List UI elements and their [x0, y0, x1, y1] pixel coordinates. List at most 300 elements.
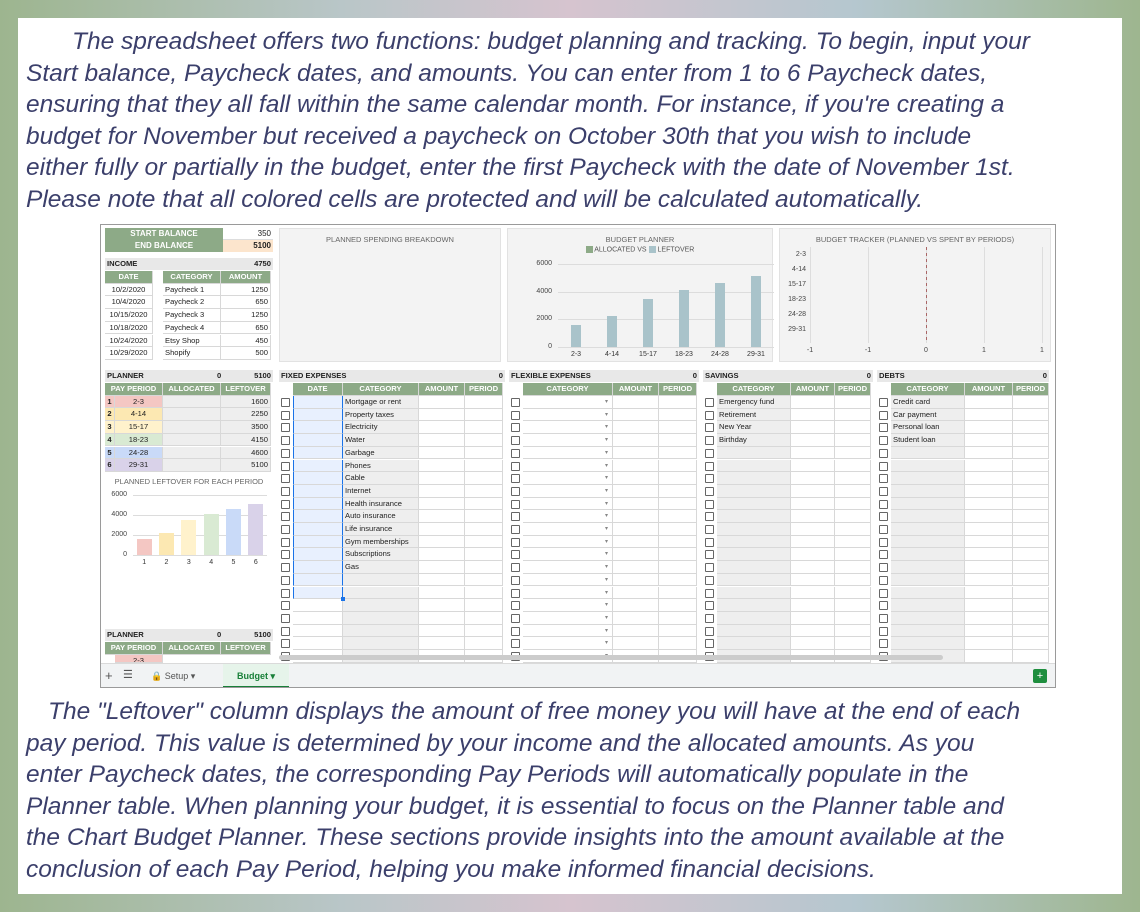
- savings-cell[interactable]: [835, 637, 871, 650]
- flexible-cell[interactable]: [659, 612, 697, 625]
- savings-cell[interactable]: [835, 409, 871, 422]
- savings-cell[interactable]: [717, 485, 791, 498]
- fixed-cell[interactable]: [465, 434, 503, 447]
- savings-cell[interactable]: [835, 460, 871, 473]
- income-cell[interactable]: Paycheck 3: [163, 309, 221, 322]
- fixed-cell[interactable]: [293, 498, 343, 511]
- checkbox[interactable]: [281, 436, 290, 445]
- explore-icon[interactable]: +: [1033, 669, 1047, 683]
- debts-cell[interactable]: Credit card: [891, 396, 965, 409]
- savings-cell[interactable]: [791, 460, 835, 473]
- income-cell[interactable]: 10/29/2020: [105, 347, 153, 360]
- savings-cell[interactable]: [791, 523, 835, 536]
- horizontal-scrollbar[interactable]: [279, 655, 943, 660]
- income-cell[interactable]: Paycheck 1: [163, 284, 221, 297]
- fixed-cell[interactable]: [293, 625, 343, 638]
- checkbox[interactable]: [511, 436, 520, 445]
- checkbox[interactable]: [705, 449, 714, 458]
- savings-cell[interactable]: [717, 536, 791, 549]
- flexible-cell[interactable]: [613, 434, 659, 447]
- debts-cell[interactable]: [891, 548, 965, 561]
- fixed-cell[interactable]: [343, 625, 419, 638]
- income-cell[interactable]: 1250: [221, 309, 271, 322]
- checkbox[interactable]: [281, 589, 290, 598]
- debts-cell[interactable]: [1013, 650, 1049, 663]
- flexible-cell[interactable]: [613, 485, 659, 498]
- fixed-cell[interactable]: [419, 447, 465, 460]
- debts-cell[interactable]: [965, 599, 1013, 612]
- checkbox[interactable]: [705, 398, 714, 407]
- debts-cell[interactable]: [891, 637, 965, 650]
- debts-cell[interactable]: [965, 447, 1013, 460]
- fixed-cell[interactable]: Garbage: [343, 447, 419, 460]
- fixed-cell[interactable]: Internet: [343, 485, 419, 498]
- income-cell[interactable]: 450: [221, 335, 271, 348]
- flexible-cell[interactable]: [613, 396, 659, 409]
- savings-cell[interactable]: Birthday: [717, 434, 791, 447]
- dropdown-arrow-icon[interactable]: ▾: [605, 640, 609, 647]
- flexible-cell[interactable]: [613, 536, 659, 549]
- flexible-cell[interactable]: [613, 587, 659, 600]
- flexible-cell[interactable]: [523, 472, 613, 485]
- checkbox[interactable]: [281, 474, 290, 483]
- checkbox[interactable]: [879, 487, 888, 496]
- income-cell[interactable]: 10/18/2020: [105, 322, 153, 335]
- checkbox[interactable]: [879, 512, 888, 521]
- fixed-cell[interactable]: [293, 409, 343, 422]
- flexible-cell[interactable]: [523, 587, 613, 600]
- fixed-cell[interactable]: [419, 498, 465, 511]
- debts-cell[interactable]: [965, 536, 1013, 549]
- debts-cell[interactable]: [965, 523, 1013, 536]
- fixed-cell[interactable]: [419, 561, 465, 574]
- debts-cell[interactable]: [965, 396, 1013, 409]
- budget-tracker-chart[interactable]: [779, 228, 1051, 362]
- fixed-cell[interactable]: [293, 637, 343, 650]
- fixed-cell[interactable]: [293, 612, 343, 625]
- savings-cell[interactable]: [717, 574, 791, 587]
- savings-cell[interactable]: [791, 599, 835, 612]
- flexible-cell[interactable]: [523, 460, 613, 473]
- flexible-cell[interactable]: [659, 548, 697, 561]
- debts-cell[interactable]: [965, 472, 1013, 485]
- checkbox[interactable]: [879, 589, 888, 598]
- debts-cell[interactable]: [1013, 485, 1049, 498]
- debts-cell[interactable]: [1013, 536, 1049, 549]
- debts-cell[interactable]: Car payment: [891, 409, 965, 422]
- dropdown-arrow-icon[interactable]: ▾: [605, 589, 609, 596]
- debts-cell[interactable]: [891, 510, 965, 523]
- flexible-cell[interactable]: [659, 447, 697, 460]
- spending-breakdown-chart[interactable]: [279, 228, 501, 362]
- fixed-cell[interactable]: Gym memberships: [343, 536, 419, 549]
- checkbox[interactable]: [705, 487, 714, 496]
- dropdown-arrow-icon[interactable]: ▾: [605, 487, 609, 494]
- fixed-cell[interactable]: [293, 434, 343, 447]
- savings-cell[interactable]: [717, 510, 791, 523]
- fixed-cell[interactable]: [293, 536, 343, 549]
- fixed-cell[interactable]: Gas: [343, 561, 419, 574]
- checkbox[interactable]: [705, 627, 714, 636]
- checkbox[interactable]: [879, 525, 888, 534]
- flexible-cell[interactable]: [659, 561, 697, 574]
- savings-cell[interactable]: [791, 536, 835, 549]
- checkbox[interactable]: [879, 601, 888, 610]
- fixed-cell[interactable]: [465, 421, 503, 434]
- debts-cell[interactable]: [965, 650, 1013, 663]
- income-cell[interactable]: 10/4/2020: [105, 296, 153, 309]
- checkbox[interactable]: [511, 589, 520, 598]
- fixed-cell[interactable]: [343, 587, 419, 600]
- flexible-cell[interactable]: [613, 637, 659, 650]
- savings-cell[interactable]: [835, 561, 871, 574]
- income-cell[interactable]: Paycheck 4: [163, 322, 221, 335]
- savings-cell[interactable]: [717, 612, 791, 625]
- checkbox[interactable]: [281, 639, 290, 648]
- savings-cell[interactable]: [835, 396, 871, 409]
- flexible-cell[interactable]: [659, 396, 697, 409]
- debts-cell[interactable]: [965, 548, 1013, 561]
- savings-cell[interactable]: [791, 612, 835, 625]
- checkbox[interactable]: [879, 474, 888, 483]
- checkbox[interactable]: [705, 563, 714, 572]
- fixed-cell[interactable]: [465, 637, 503, 650]
- checkbox[interactable]: [281, 487, 290, 496]
- checkbox[interactable]: [705, 589, 714, 598]
- debts-cell[interactable]: [1013, 510, 1049, 523]
- fixed-cell[interactable]: Life insurance: [343, 523, 419, 536]
- debts-cell[interactable]: [1013, 612, 1049, 625]
- flexible-cell[interactable]: [523, 523, 613, 536]
- debts-cell[interactable]: [1013, 396, 1049, 409]
- flexible-cell[interactable]: [523, 548, 613, 561]
- checkbox[interactable]: [511, 462, 520, 471]
- flexible-cell[interactable]: [613, 510, 659, 523]
- checkbox[interactable]: [281, 512, 290, 521]
- debts-cell[interactable]: [891, 587, 965, 600]
- debts-cell[interactable]: [965, 510, 1013, 523]
- savings-cell[interactable]: [717, 523, 791, 536]
- checkbox[interactable]: [705, 576, 714, 585]
- flexible-cell[interactable]: [523, 434, 613, 447]
- checkbox[interactable]: [281, 601, 290, 610]
- debts-cell[interactable]: [891, 561, 965, 574]
- flexible-cell[interactable]: [523, 485, 613, 498]
- savings-cell[interactable]: [717, 561, 791, 574]
- fixed-cell[interactable]: [293, 523, 343, 536]
- fixed-cell[interactable]: [465, 599, 503, 612]
- fixed-cell[interactable]: Mortgage or rent: [343, 396, 419, 409]
- checkbox[interactable]: [705, 512, 714, 521]
- income-cell[interactable]: 650: [221, 322, 271, 335]
- fixed-cell[interactable]: [419, 510, 465, 523]
- flexible-cell[interactable]: [523, 561, 613, 574]
- flexible-cell[interactable]: [523, 409, 613, 422]
- flexible-cell[interactable]: [659, 472, 697, 485]
- debts-cell[interactable]: [1013, 409, 1049, 422]
- income-cell[interactable]: Paycheck 2: [163, 296, 221, 309]
- fixed-cell[interactable]: [419, 612, 465, 625]
- fixed-cell[interactable]: Electricity: [343, 421, 419, 434]
- debts-cell[interactable]: Student loan: [891, 434, 965, 447]
- fixed-cell[interactable]: [293, 447, 343, 460]
- flexible-cell[interactable]: [613, 612, 659, 625]
- fixed-cell[interactable]: [465, 460, 503, 473]
- savings-cell[interactable]: [835, 548, 871, 561]
- flexible-cell[interactable]: [523, 498, 613, 511]
- savings-cell[interactable]: [835, 587, 871, 600]
- debts-cell[interactable]: [965, 637, 1013, 650]
- savings-cell[interactable]: [791, 510, 835, 523]
- checkbox[interactable]: [705, 500, 714, 509]
- debts-cell[interactable]: Personal loan: [891, 421, 965, 434]
- fixed-cell[interactable]: Subscriptions: [343, 548, 419, 561]
- flexible-cell[interactable]: [659, 510, 697, 523]
- debts-cell[interactable]: [965, 485, 1013, 498]
- dropdown-arrow-icon[interactable]: ▾: [605, 449, 609, 456]
- fixed-cell[interactable]: [419, 460, 465, 473]
- income-cell[interactable]: 10/15/2020: [105, 309, 153, 322]
- savings-cell[interactable]: [717, 587, 791, 600]
- debts-cell[interactable]: [965, 409, 1013, 422]
- savings-cell[interactable]: [835, 574, 871, 587]
- debts-cell[interactable]: [1013, 625, 1049, 638]
- checkbox[interactable]: [879, 462, 888, 471]
- checkbox[interactable]: [705, 436, 714, 445]
- fixed-cell[interactable]: [343, 599, 419, 612]
- dropdown-arrow-icon[interactable]: ▾: [605, 576, 609, 583]
- debts-cell[interactable]: [1013, 548, 1049, 561]
- debts-cell[interactable]: [891, 612, 965, 625]
- savings-cell[interactable]: [791, 498, 835, 511]
- flexible-cell[interactable]: [659, 498, 697, 511]
- fixed-cell[interactable]: [343, 574, 419, 587]
- flexible-cell[interactable]: [613, 447, 659, 460]
- flexible-cell[interactable]: [523, 447, 613, 460]
- debts-cell[interactable]: [891, 625, 965, 638]
- checkbox[interactable]: [511, 576, 520, 585]
- dropdown-arrow-icon[interactable]: ▾: [605, 526, 609, 532]
- fixed-cell[interactable]: [293, 548, 343, 561]
- debts-cell[interactable]: [891, 498, 965, 511]
- income-cell[interactable]: 10/2/2020: [105, 284, 153, 297]
- flexible-cell[interactable]: [613, 574, 659, 587]
- savings-cell[interactable]: [717, 447, 791, 460]
- checkbox[interactable]: [511, 474, 520, 483]
- checkbox[interactable]: [511, 487, 520, 496]
- debts-cell[interactable]: [891, 536, 965, 549]
- start-balance-value[interactable]: 350: [223, 228, 273, 240]
- savings-cell[interactable]: [791, 434, 835, 447]
- fixed-cell[interactable]: [465, 396, 503, 409]
- fixed-cell[interactable]: [419, 536, 465, 549]
- flexible-cell[interactable]: [613, 472, 659, 485]
- checkbox[interactable]: [281, 423, 290, 432]
- debts-cell[interactable]: [1013, 599, 1049, 612]
- fixed-cell[interactable]: [419, 472, 465, 485]
- fixed-cell[interactable]: [465, 498, 503, 511]
- fixed-cell[interactable]: Phones: [343, 460, 419, 473]
- flexible-cell[interactable]: [659, 434, 697, 447]
- flexible-cell[interactable]: [523, 599, 613, 612]
- savings-cell[interactable]: [791, 472, 835, 485]
- checkbox[interactable]: [879, 436, 888, 445]
- savings-cell[interactable]: [835, 434, 871, 447]
- dropdown-arrow-icon[interactable]: ▾: [605, 564, 609, 571]
- tab-budget[interactable]: [223, 664, 289, 688]
- dropdown-arrow-icon[interactable]: ▾: [605, 614, 609, 621]
- checkbox[interactable]: [511, 601, 520, 610]
- income-cell[interactable]: 650: [221, 296, 271, 309]
- debts-cell[interactable]: [965, 574, 1013, 587]
- debts-cell[interactable]: [891, 523, 965, 536]
- dropdown-arrow-icon[interactable]: ▾: [605, 411, 609, 418]
- dropdown-arrow-icon[interactable]: ▾: [605, 551, 609, 558]
- fixed-cell[interactable]: [465, 472, 503, 485]
- fixed-cell[interactable]: [293, 472, 343, 485]
- debts-cell[interactable]: [1013, 447, 1049, 460]
- savings-cell[interactable]: [791, 625, 835, 638]
- flexible-cell[interactable]: [659, 637, 697, 650]
- savings-cell[interactable]: [791, 561, 835, 574]
- fixed-cell[interactable]: [419, 587, 465, 600]
- debts-cell[interactable]: [891, 485, 965, 498]
- fixed-cell[interactable]: [293, 561, 343, 574]
- debts-cell[interactable]: [891, 574, 965, 587]
- fixed-cell[interactable]: [293, 574, 343, 587]
- checkbox[interactable]: [705, 411, 714, 420]
- savings-cell[interactable]: [717, 548, 791, 561]
- dropdown-arrow-icon[interactable]: ▾: [605, 500, 609, 507]
- flexible-cell[interactable]: [523, 637, 613, 650]
- savings-cell[interactable]: [835, 485, 871, 498]
- savings-cell[interactable]: [835, 498, 871, 511]
- fixed-cell[interactable]: [465, 625, 503, 638]
- all-sheets-icon[interactable]: ☰: [123, 669, 133, 681]
- checkbox[interactable]: [879, 614, 888, 623]
- checkbox[interactable]: [511, 538, 520, 547]
- flexible-cell[interactable]: [523, 421, 613, 434]
- flexible-cell[interactable]: [523, 625, 613, 638]
- checkbox[interactable]: [281, 449, 290, 458]
- savings-cell[interactable]: [791, 447, 835, 460]
- debts-cell[interactable]: [891, 460, 965, 473]
- checkbox[interactable]: [281, 500, 290, 509]
- checkbox[interactable]: [879, 538, 888, 547]
- checkbox[interactable]: [879, 576, 888, 585]
- checkbox[interactable]: [879, 423, 888, 432]
- dropdown-arrow-icon[interactable]: ▾: [605, 475, 609, 482]
- checkbox[interactable]: [705, 423, 714, 432]
- debts-cell[interactable]: [891, 447, 965, 460]
- checkbox[interactable]: [705, 538, 714, 547]
- savings-cell[interactable]: [835, 536, 871, 549]
- checkbox[interactable]: [281, 411, 290, 420]
- savings-cell[interactable]: [791, 396, 835, 409]
- flexible-cell[interactable]: [523, 574, 613, 587]
- income-cell[interactable]: 500: [221, 347, 271, 360]
- checkbox[interactable]: [281, 462, 290, 471]
- debts-cell[interactable]: [965, 625, 1013, 638]
- dropdown-arrow-icon[interactable]: ▾: [605, 424, 609, 431]
- debts-cell[interactable]: [965, 434, 1013, 447]
- checkbox[interactable]: [281, 538, 290, 547]
- flexible-cell[interactable]: [613, 421, 659, 434]
- savings-cell[interactable]: [835, 523, 871, 536]
- fixed-cell[interactable]: [465, 548, 503, 561]
- flexible-cell[interactable]: [659, 485, 697, 498]
- fixed-cell[interactable]: [465, 510, 503, 523]
- fixed-cell[interactable]: Cable: [343, 472, 419, 485]
- savings-cell[interactable]: [791, 409, 835, 422]
- debts-cell[interactable]: [1013, 637, 1049, 650]
- checkbox[interactable]: [705, 525, 714, 534]
- checkbox[interactable]: [879, 500, 888, 509]
- flexible-cell[interactable]: [659, 574, 697, 587]
- flexible-cell[interactable]: [613, 460, 659, 473]
- fixed-cell[interactable]: [343, 637, 419, 650]
- checkbox[interactable]: [511, 639, 520, 648]
- flexible-cell[interactable]: [523, 612, 613, 625]
- fixed-cell[interactable]: Auto insurance: [343, 510, 419, 523]
- fixed-cell[interactable]: [293, 396, 343, 409]
- savings-cell[interactable]: [717, 599, 791, 612]
- savings-cell[interactable]: [835, 625, 871, 638]
- checkbox[interactable]: [281, 398, 290, 407]
- fixed-cell[interactable]: [465, 587, 503, 600]
- checkbox[interactable]: [705, 550, 714, 559]
- checkbox[interactable]: [705, 474, 714, 483]
- checkbox[interactable]: [511, 423, 520, 432]
- savings-cell[interactable]: [717, 498, 791, 511]
- fixed-cell[interactable]: [343, 612, 419, 625]
- debts-cell[interactable]: [1013, 574, 1049, 587]
- tab-setup[interactable]: [151, 666, 219, 686]
- debts-cell[interactable]: [891, 599, 965, 612]
- savings-cell[interactable]: [791, 421, 835, 434]
- savings-cell[interactable]: Emergency fund: [717, 396, 791, 409]
- checkbox[interactable]: [705, 639, 714, 648]
- debts-cell[interactable]: [965, 612, 1013, 625]
- checkbox[interactable]: [511, 512, 520, 521]
- flexible-cell[interactable]: [613, 548, 659, 561]
- debts-cell[interactable]: [965, 421, 1013, 434]
- dropdown-arrow-icon[interactable]: ▾: [605, 462, 609, 469]
- checkbox[interactable]: [511, 563, 520, 572]
- flexible-cell[interactable]: [523, 396, 613, 409]
- checkbox[interactable]: [705, 462, 714, 471]
- checkbox[interactable]: [879, 639, 888, 648]
- fixed-cell[interactable]: [465, 574, 503, 587]
- debts-cell[interactable]: [1013, 434, 1049, 447]
- fixed-cell[interactable]: [419, 523, 465, 536]
- flexible-cell[interactable]: [659, 460, 697, 473]
- fixed-cell[interactable]: [293, 599, 343, 612]
- fixed-cell[interactable]: [465, 409, 503, 422]
- flexible-cell[interactable]: [659, 625, 697, 638]
- fixed-cell[interactable]: [293, 510, 343, 523]
- fixed-cell[interactable]: [465, 447, 503, 460]
- income-cell[interactable]: Etsy Shop: [163, 335, 221, 348]
- debts-cell[interactable]: [1013, 472, 1049, 485]
- flexible-cell[interactable]: [523, 536, 613, 549]
- fixed-cell[interactable]: [293, 587, 343, 600]
- checkbox[interactable]: [511, 449, 520, 458]
- fixed-cell[interactable]: [419, 625, 465, 638]
- debts-cell[interactable]: [1013, 561, 1049, 574]
- fixed-cell[interactable]: [419, 434, 465, 447]
- income-cell[interactable]: 1250: [221, 284, 271, 297]
